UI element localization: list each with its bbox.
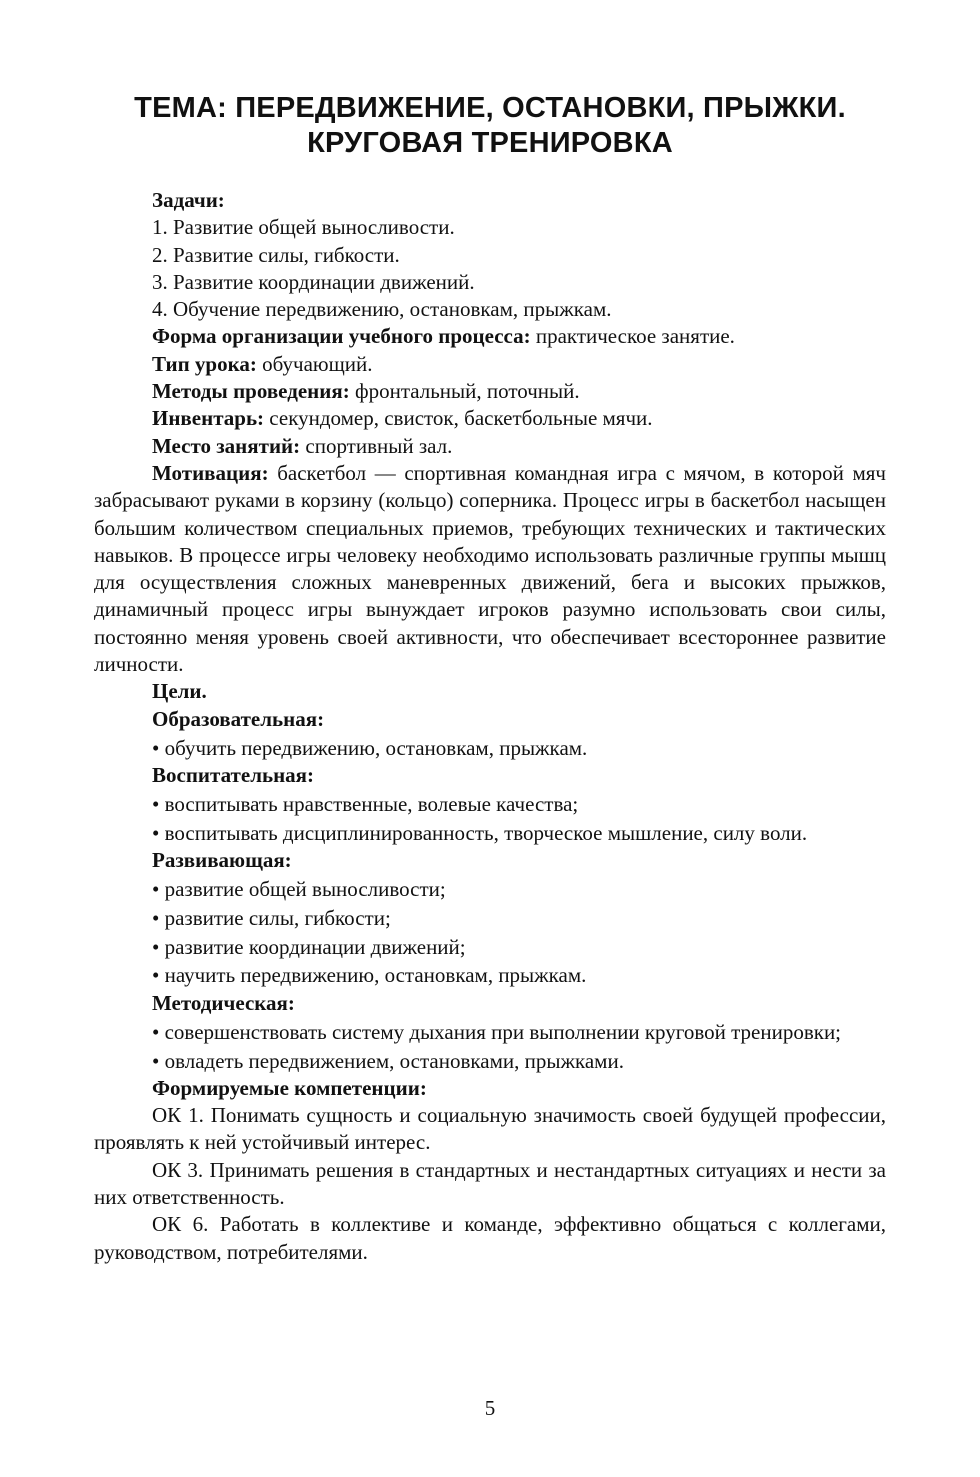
educational-heading: Образовательная:	[152, 706, 325, 731]
motivation-paragraph: Мотивация: баскетбол — спортивная командная игра с мячом, в которой мяч забрасывают руками в корзину (кольцо) соперника. Процесс игры в баскетбол насыщен большим количеством специальных приемов, требующих технических и тактических навыков. В процессе игры человеку необходимо использовать различные группы мышц для осуществления сложных маневренных движений, бега и высоких прыжков, динамичный процесс игры вынуждает игроков разумно использовать свои силы, постоянно меняя уровень своей активности, что обеспечивает всестороннее развитие личности.	[94, 460, 886, 677]
competency-item: ОК 6. Работать в коллективе и команде, эффективно общаться с коллегами, руководством, потребителями.	[94, 1212, 886, 1264]
info-lesson-type: Тип урока: обучающий.	[152, 351, 373, 376]
task-item: 4. Обучение передвижению, остановкам, прыжкам.	[152, 297, 612, 322]
bullet-icon: •	[152, 876, 160, 901]
task-item: 2. Развитие силы, гибкости.	[152, 242, 400, 267]
goals-heading: Цели.	[152, 679, 207, 704]
title-line-1: ТЕМА: ПЕРЕДВИЖЕНИЕ, ОСТАНОВКИ, ПРЫЖКИ.	[134, 92, 846, 124]
upbringing-heading: Воспитательная:	[152, 762, 315, 787]
list-item: • развитие силы, гибкости;	[152, 905, 391, 930]
competency-item: ОК 3. Принимать решения в стандартных и нестандартных ситуациях и нести за них ответственность.	[94, 1157, 886, 1210]
title-line-2: КРУГОВАЯ ТРЕНИРОВКА	[307, 127, 673, 159]
list-item: • обучить передвижению, остановкам, прыжкам.	[152, 735, 588, 760]
list-item: • развитие общей выносливости;	[152, 876, 446, 901]
info-form: Форма организации учебного процесса: практическое занятие.	[152, 324, 735, 349]
page-title	[94, 91, 886, 161]
info-methods: Методы проведения: фронтальный, поточный.	[152, 379, 580, 404]
task-item: 3. Развитие координации движений.	[152, 269, 475, 294]
bullet-icon: •	[152, 963, 160, 988]
list-item: • воспитывать дисциплинированность, творческое мышление, силу воли.	[152, 820, 808, 845]
page-number: 5	[484, 1396, 496, 1420]
bullet-icon: •	[152, 1048, 160, 1073]
document-page	[0, 91, 980, 1477]
bullet-icon: •	[152, 934, 160, 959]
list-item: • научить передвижению, остановкам, прыжкам.	[152, 963, 587, 988]
info-location: Место занятий: спортивный зал.	[152, 433, 453, 458]
tasks-heading: Задачи:	[152, 188, 225, 212]
competency-item: ОК 1. Понимать сущность и социальную значимость своей будущей профессии, проявлять к ней устойчивый интерес.	[94, 1103, 886, 1155]
list-item: • развитие координации движений;	[152, 934, 466, 959]
bullet-icon: •	[152, 820, 160, 845]
info-equipment: Инвентарь: секундомер, свисток, баскетбольные мячи.	[152, 406, 653, 431]
bullet-icon: •	[152, 735, 160, 760]
competencies-heading: Формируемые компетенции:	[152, 1075, 427, 1100]
list-item: • воспитывать нравственные, волевые качества;	[152, 791, 579, 816]
task-item: 1. Развитие общей выносливости.	[152, 215, 455, 240]
list-item: • совершенствовать систему дыхания при выполнении круговой тренировки;	[152, 1019, 842, 1044]
list-item: • овладеть передвижением, остановками, прыжками.	[152, 1048, 624, 1073]
methodical-heading: Методическая:	[152, 990, 295, 1015]
document-body	[94, 187, 886, 1266]
bullet-icon: •	[152, 905, 160, 930]
bullet-icon: •	[152, 791, 160, 816]
bullet-icon: •	[152, 1019, 160, 1044]
developing-heading: Развивающая:	[152, 847, 292, 872]
